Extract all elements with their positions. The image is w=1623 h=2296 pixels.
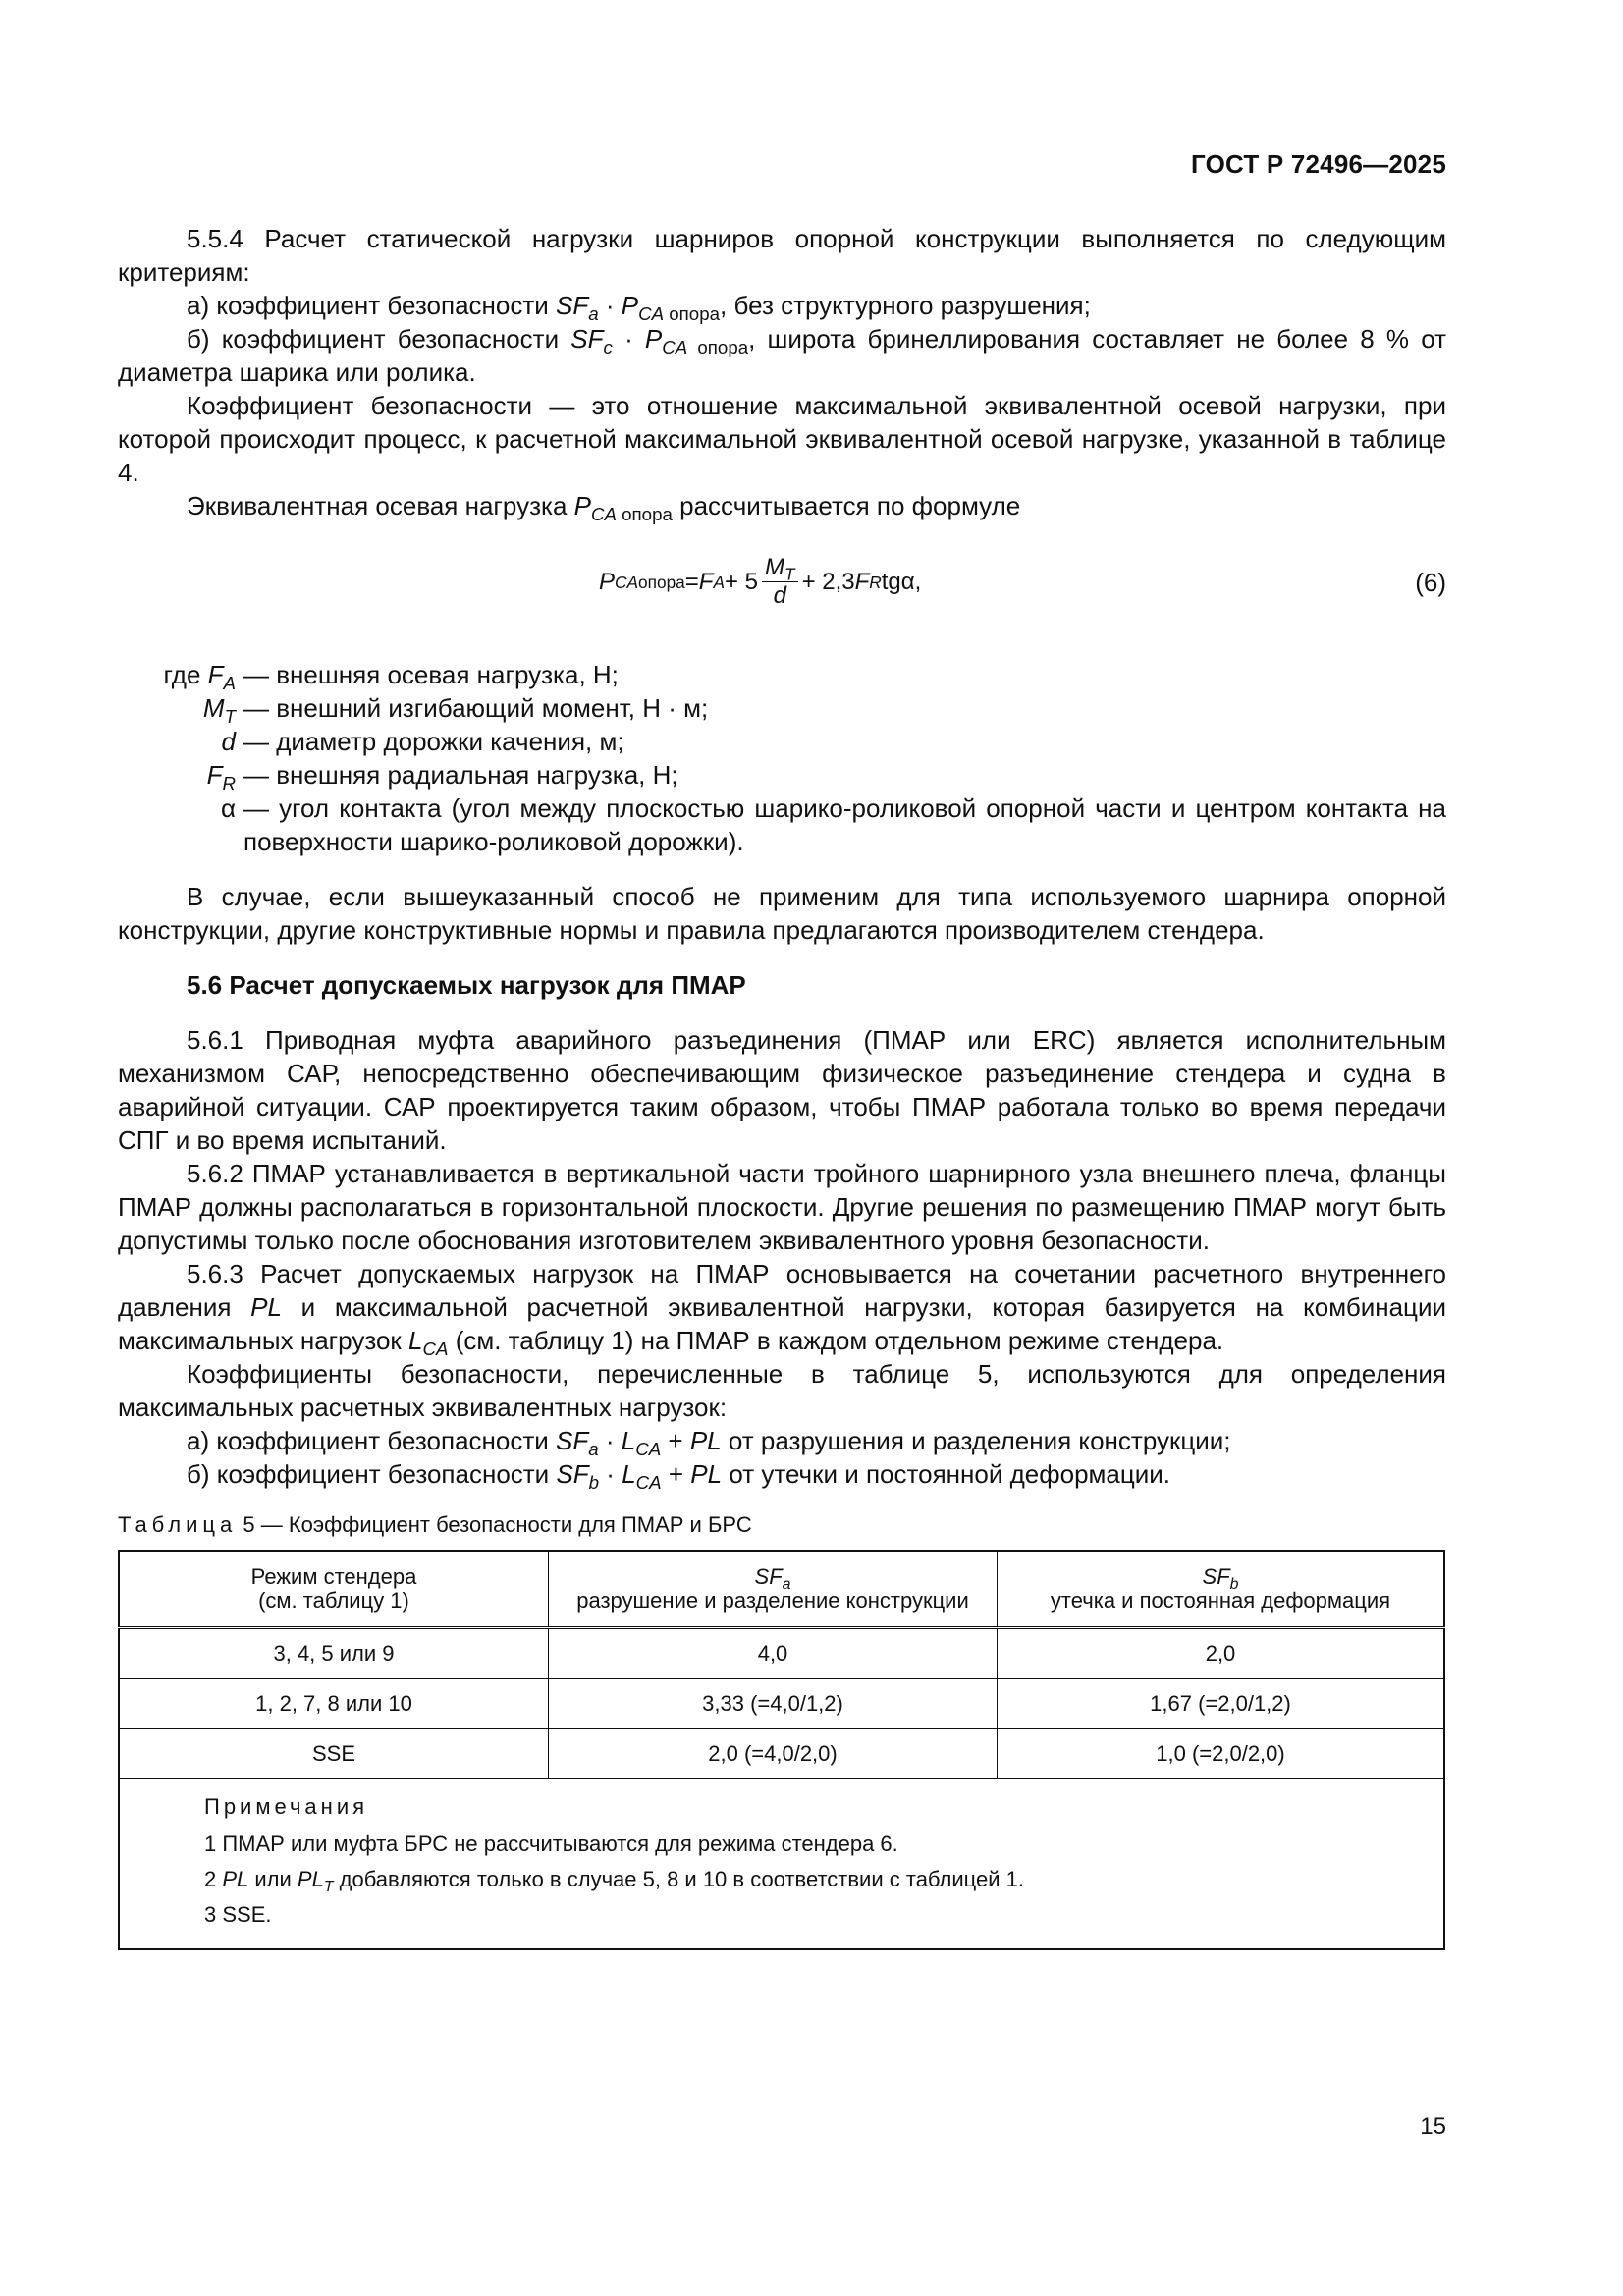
paragraph-5-6-2: 5.6.2 ПМАР устанавливается в вертикальной части тройного шарнирного узла внешнего плеча, фланцы ПМАР должны располагаться в горизонтальной плоскости. Другие решения по размещению ПМАР могут быть допустимы только после обоснования изготовителем эквивалентного уровня безопасности. [118, 1159, 1446, 1255]
formula-fraction: $\frac{M_T}{d}$ [762, 554, 798, 610]
table-row [119, 1628, 1444, 1679]
criterion-b: б) коэффициент безопасности $SF_c \cdot P_{CA опора}$, широта бринеллирования составляет не более 8 % от диаметра шарика или ролика. [118, 324, 1446, 387]
where-item: $M_T$ — внешний изгибающий момент, Н · м; [202, 693, 709, 727]
note-3: 3 SSE. [204, 1902, 272, 1927]
paragraph-5-6-3: 5.6.3 Расчет допускаемых нагрузок на ПМАР основывается на сочетании расчетного внутреннего давления PL и максимальной расчетной эквивалентной нагрузки, которая базируется на комбинации максимальных нагрузок $L_{CA}$ (см. таблицу 1) на ПМАР в каждом отдельном режиме стендера. [118, 1259, 1446, 1359]
paragraph-coefficients: Коэффициенты безопасности, перечисленные в таблице 5, используются для определения максимальных расчетных эквивалентных нагрузок: [118, 1359, 1446, 1422]
table-cell: SSE [119, 1729, 549, 1779]
notes-title: Примечания [204, 1794, 369, 1819]
table-cell: 4,0 [549, 1628, 998, 1679]
table-row [119, 1729, 1444, 1779]
table-cell: 3, 4, 5 или 9 [119, 1628, 549, 1679]
paragraph-alternative: В случае, если вышеуказанный способ не применим для типа используемого шарнира опорной конструкции, другие конструктивные нормы и правила предлагаются производителем стендера. [118, 882, 1446, 945]
paragraph-coef-definition: Коэффициент безопасности — это отношение максимальной эквивалентной осевой нагрузки, при которой происходит процесс, к расчетной максимальной эквивалентной осевой нагрузке, указанной в таблице 4. [118, 391, 1446, 487]
erc-criterion-b: б) коэффициент безопасности $SF_b \cdot L_{CA}$ + PL от утечки и постоянной деформации. [187, 1459, 1171, 1493]
page-content [118, 222, 1446, 1950]
where-item: d — диаметр дорожки качения, м; [221, 727, 624, 756]
safety-factor-table [118, 1550, 1445, 1950]
paragraph-equiv-load: Эквивалентная осевая нагрузка $P_{CA опора}$ рассчитывается по формуле [187, 491, 1021, 524]
section-heading-5-6: 5.6 Расчет допускаемых нагрузок для ПМАР [187, 970, 746, 1000]
column-header-sfb: $SF_b$ утечка и постоянная деформация [998, 1551, 1445, 1628]
erc-criterion-a: а) коэффициент безопасности $SF_a \cdot L_{CA}$ + PL от разрушения и разделения конструкции; [187, 1426, 1231, 1459]
table-cell: 1,67 (=2,0/1,2) [998, 1679, 1445, 1729]
where-item: $F_R$ — внешняя радиальная нагрузка, Н; [206, 760, 678, 793]
table-header-row [119, 1551, 1444, 1628]
note-2: 2 PL или $PL_T$ добавляются только в случае 5, 8 и 10 в соответствии с таблицей 1. [204, 1867, 1024, 1896]
column-header-sfa: $SF_a$ разрушение и разделение конструкции [549, 1551, 998, 1628]
where-list [118, 658, 1446, 858]
paragraph-5-5-4: 5.5.4 Расчет статической нагрузки шарниров опорной конструкции выполняется по следующим критериям: [118, 224, 1446, 287]
formula-expression: P CAопора = F A + 5 $\frac{M_T}{d}$ + 2,3 F R tgα, [599, 554, 922, 609]
page-number: 15 [1420, 2113, 1446, 2140]
table-cell: 2,0 (=4,0/2,0) [549, 1729, 998, 1779]
where-item: α — угол контакта (угол между плоскостью шарико-роликовой опорной части и центром контакта на поверхности шарико-роликовой дорожки). [220, 793, 1446, 856]
paragraph-5-6-1: 5.6.1 Приводная муфта аварийного разъединения (ПМАР или ERC) является исполнительным механизмом САР, непосредственно обеспечивающим физическое разъединение стендера и судна в аварийной ситуации. САР проектируется таким образом, чтобы ПМАР работала только во время передачи СПГ и во время испытаний. [118, 1025, 1446, 1155]
criterion-a: а) коэффициент безопасности $SF_a \cdot P_{CA опора}$, без структурного разрушения; [187, 291, 1091, 324]
table-row [119, 1679, 1444, 1729]
formula-6 [118, 544, 1446, 652]
table-cell: 3,33 (=4,0/1,2) [549, 1679, 998, 1729]
formula-number: (6) [1415, 568, 1446, 597]
table-caption: Таблица 5 — Коэффициент безопасности для ПМАР и БРС [118, 1512, 752, 1537]
table-notes [119, 1779, 1444, 1950]
table-cell: 1,0 (=2,0/2,0) [998, 1729, 1445, 1779]
table-cell: 2,0 [998, 1628, 1445, 1679]
standard-code: ГОСТ Р 72496—2025 [1191, 149, 1446, 179]
table-notes-row [119, 1779, 1444, 1950]
note-1: 1 ПМАР или муфта БРС не рассчитываются для режима стендера 6. [204, 1831, 898, 1856]
where-item: где $F_A$ — внешняя осевая нагрузка, Н; [163, 660, 619, 693]
column-header-mode: Режим стендера (см. таблицу 1) [119, 1551, 549, 1628]
table-cell: 1, 2, 7, 8 или 10 [119, 1679, 549, 1729]
